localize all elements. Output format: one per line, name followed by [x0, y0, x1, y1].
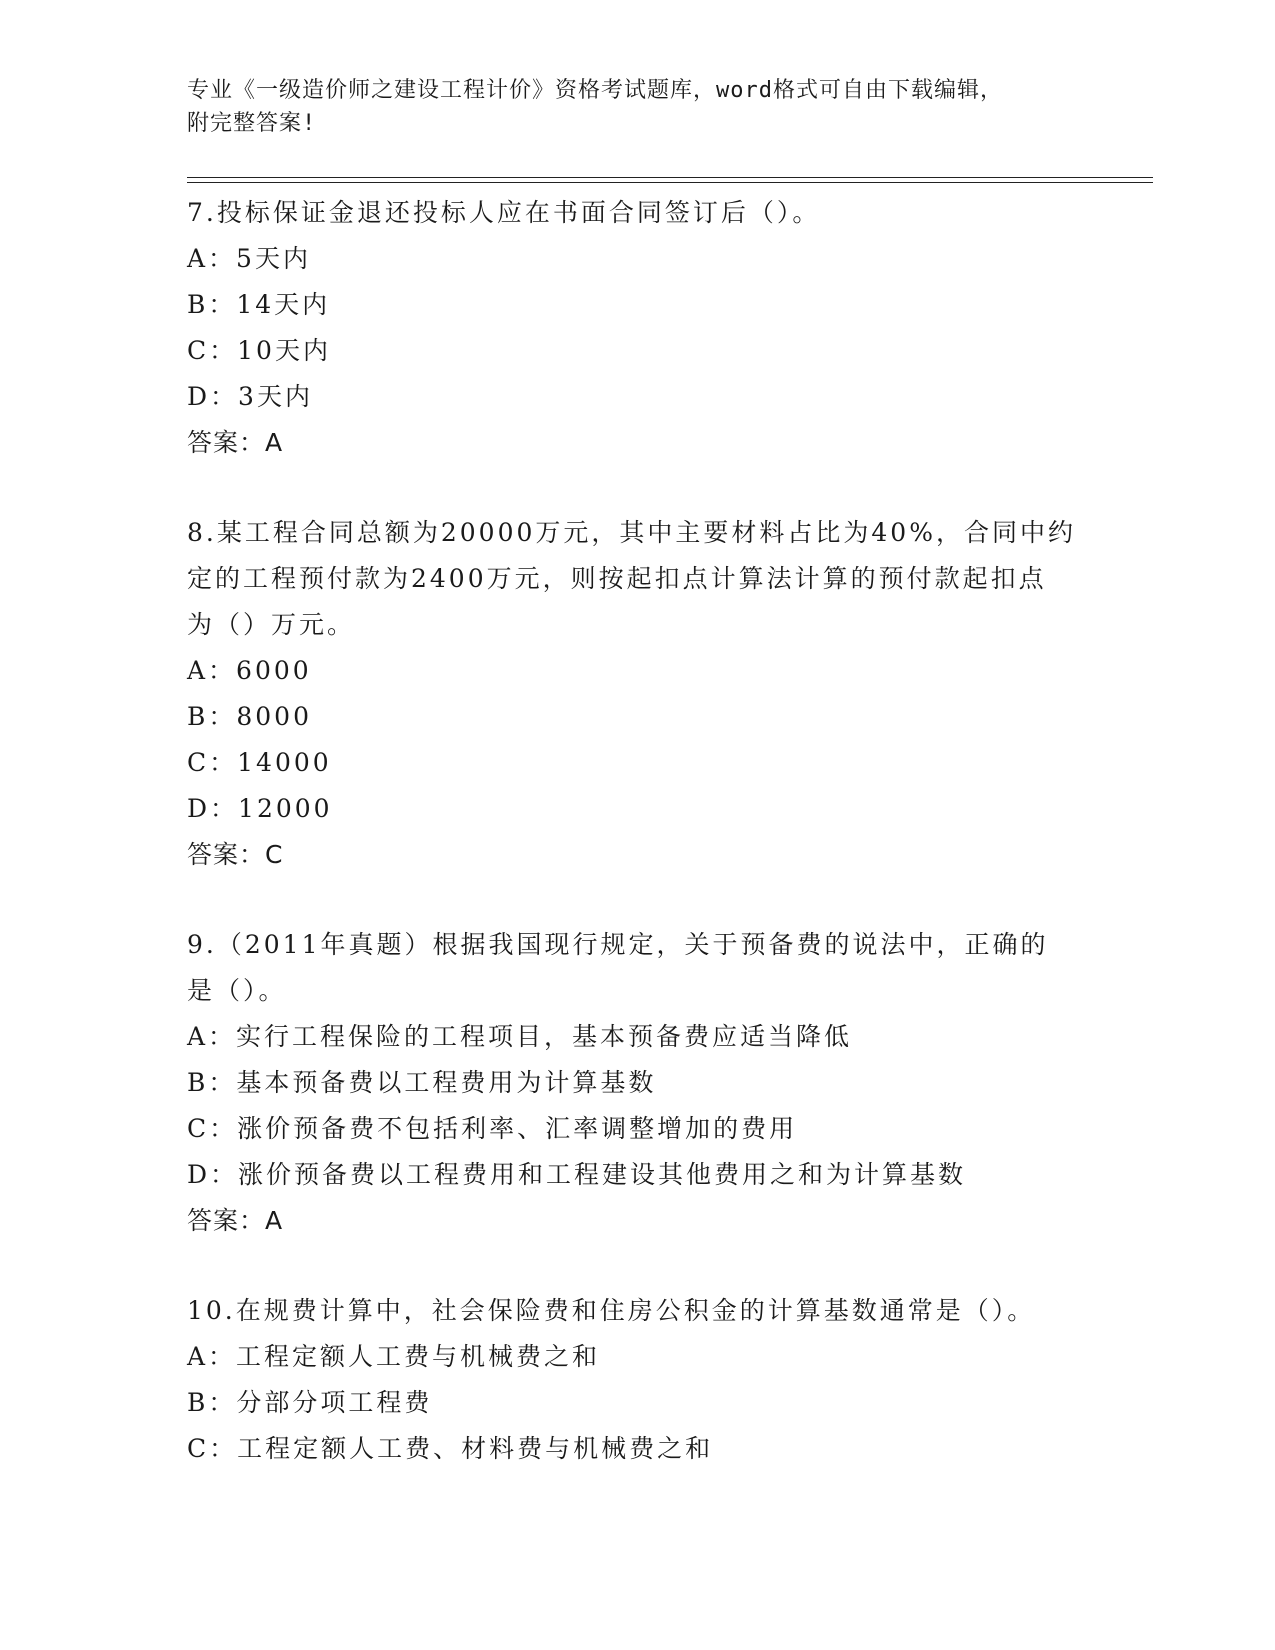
header-line-1: 专业《一级造价师之建设工程计价》资格考试题库，word格式可自由下载编辑，	[187, 78, 1003, 103]
question-stem-line-2: 是（）。	[187, 976, 287, 1005]
option-b: B：分部分项工程费	[187, 1388, 433, 1417]
question-9	[187, 922, 1087, 1244]
option-a: A：6000	[187, 656, 312, 685]
option-c: C：14000	[187, 748, 332, 777]
header-rule-top	[187, 177, 1153, 178]
question-8	[187, 510, 1087, 878]
option-d: D：12000	[187, 794, 333, 823]
question-stem-line-1: 9.（2011年真题）根据我国现行规定，关于预备费的说法中，正确的	[187, 930, 1049, 959]
question-list	[187, 190, 1087, 1516]
answer: 答案：A	[187, 1206, 284, 1235]
option-d: D：3天内	[187, 382, 313, 411]
answer: 答案：A	[187, 428, 284, 457]
option-a: A：工程定额人工费与机械费之和	[187, 1342, 601, 1371]
question-stem-line-2: 定的工程预付款为2400万元，则按起扣点计算法计算的预付款起扣点	[187, 564, 1047, 593]
header-rule-bottom	[187, 182, 1153, 183]
question-stem: 10.在规费计算中，社会保险费和住房公积金的计算基数通常是（）。	[187, 1296, 1036, 1325]
answer: 答案：C	[187, 840, 284, 869]
option-c: C：涨价预备费不包括利率、汇率调整增加的费用	[187, 1114, 798, 1143]
option-b: B：14天内	[187, 290, 331, 319]
question-10	[187, 1288, 1087, 1472]
question-stem: 7.投标保证金退还投标人应在书面合同签订后（）。	[187, 198, 821, 227]
option-b: B：8000	[187, 702, 312, 731]
document-header	[187, 74, 1087, 140]
question-stem-line-1: 8.某工程合同总额为20000万元，其中主要材料占比为40%，合同中约	[187, 518, 1076, 547]
header-line-2: 附完整答案!	[187, 111, 317, 136]
option-c: C：工程定额人工费、材料费与机械费之和	[187, 1434, 714, 1463]
option-a: A：5天内	[187, 244, 311, 273]
question-7	[187, 190, 1087, 466]
option-b: B：基本预备费以工程费用为计算基数	[187, 1068, 657, 1097]
option-c: C：10天内	[187, 336, 331, 365]
option-d: D：涨价预备费以工程费用和工程建设其他费用之和为计算基数	[187, 1160, 967, 1189]
question-stem-line-3: 为（）万元。	[187, 610, 356, 639]
option-a: A：实行工程保险的工程项目，基本预备费应适当降低	[187, 1022, 853, 1051]
